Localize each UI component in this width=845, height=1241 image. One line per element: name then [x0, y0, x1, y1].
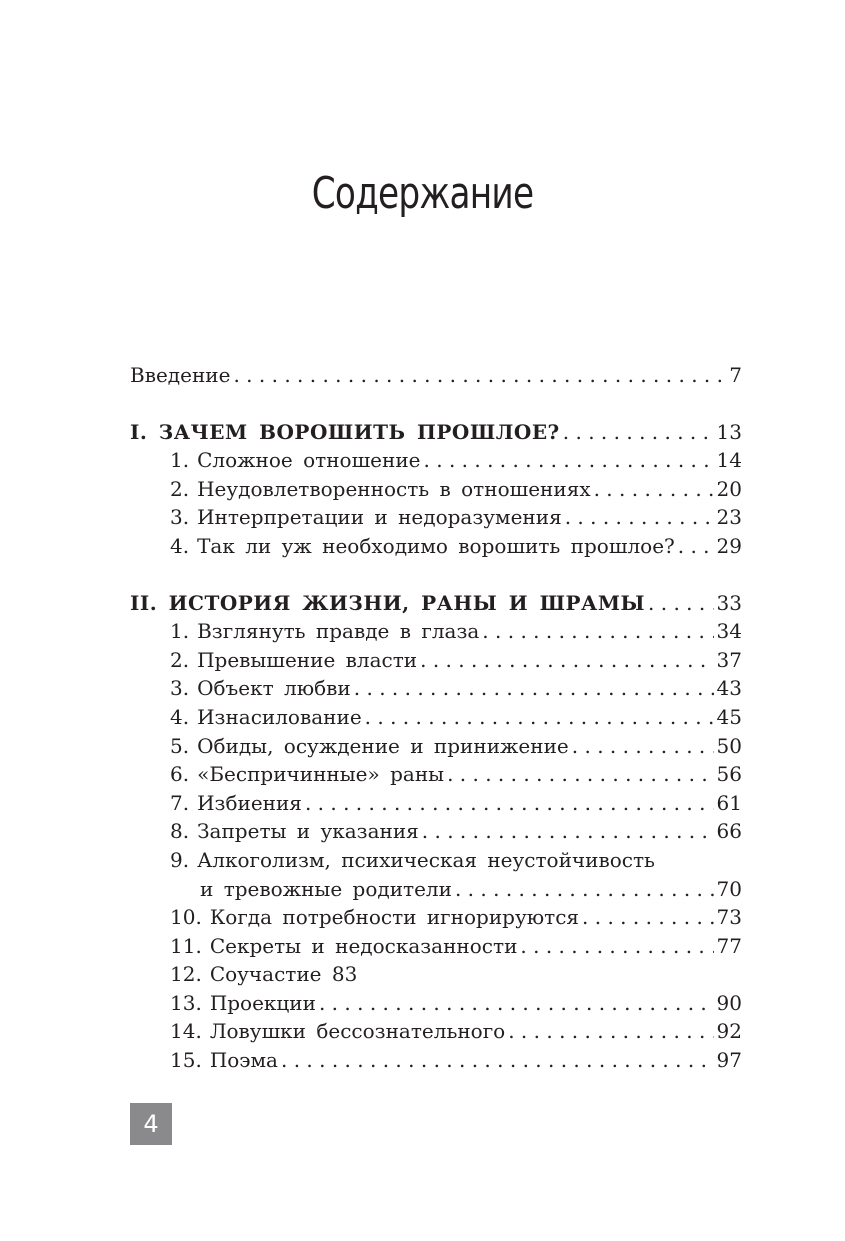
- toc-entry-page: 7: [729, 363, 742, 387]
- toc-entry: [130, 448, 742, 477]
- toc-entry: [130, 363, 742, 392]
- toc-entry-title: Взглянуть правде в глаза: [197, 619, 480, 644]
- toc-entry-page: 70: [716, 876, 742, 901]
- toc-entry: [130, 648, 742, 677]
- toc-entry-title: Запреты и указания: [197, 819, 419, 844]
- toc-entry-title: Объект любви: [197, 676, 351, 701]
- dot-leader: [508, 1019, 713, 1043]
- toc-entry: [130, 676, 742, 705]
- toc-entry-page: 90: [716, 990, 742, 1015]
- toc-entry-title: Сложное отношение: [197, 448, 421, 473]
- toc-entry-number: 2.: [170, 476, 190, 501]
- toc-entry-page: 56: [716, 762, 742, 787]
- toc-entry-title: Обиды, осуждение и принижение: [197, 733, 569, 758]
- toc-entry-title: Введение: [130, 363, 231, 387]
- toc-section-title: I. ЗАЧЕМ ВОРОШИТЬ ПРОШЛОЕ?: [130, 419, 560, 444]
- toc-entry: [130, 791, 742, 820]
- toc-entry-page: 66: [716, 819, 742, 844]
- toc-entry: [130, 1019, 742, 1048]
- toc-entry-title: и тревожные родители: [200, 876, 452, 901]
- dot-leader: [594, 477, 714, 501]
- table-of-contents: [130, 363, 742, 1077]
- toc-entry-number: 1.: [170, 619, 190, 644]
- toc-entry-page: 73: [716, 905, 742, 930]
- toc-entry-page: 50: [716, 733, 742, 758]
- dot-leader: [420, 648, 713, 672]
- toc-entry: [130, 991, 742, 1020]
- toc-section-title: II. ИСТОРИЯ ЖИЗНИ, РАНЫ И ШРАМЫ: [130, 590, 646, 615]
- dot-leader: [422, 819, 714, 843]
- toc-entry-page: 23: [716, 505, 742, 530]
- toc-entry: [130, 734, 742, 763]
- toc-entry-title: Проекции: [209, 990, 316, 1015]
- toc-entry: [130, 1048, 742, 1077]
- toc-entry-page: 45: [716, 704, 742, 729]
- toc-entry: [130, 848, 742, 877]
- toc-entry-number: 15.: [170, 1048, 202, 1073]
- toc-entry-number: 7.: [170, 790, 190, 815]
- page-number-badge: 4: [130, 1103, 172, 1145]
- toc-entry-page: 77: [716, 933, 742, 958]
- toc-entry-page: 97: [716, 1048, 742, 1073]
- dot-leader: [233, 363, 726, 387]
- dot-leader: [365, 705, 714, 729]
- dot-leader: [319, 991, 714, 1015]
- toc-entry-number: 8.: [170, 819, 190, 844]
- toc-entry-number: 6.: [170, 762, 190, 787]
- toc-entry-number: 2.: [170, 647, 190, 672]
- toc-entry-title: Интерпретации и недоразумения: [197, 505, 562, 530]
- toc-entry-number: 13.: [170, 990, 202, 1015]
- toc-entry-page: 34: [716, 619, 742, 644]
- toc-entry-page: 61: [716, 790, 742, 815]
- dot-leader: [305, 791, 714, 815]
- dot-leader: [354, 676, 714, 700]
- dot-leader: [482, 619, 713, 643]
- toc-entry-number: 3.: [170, 676, 190, 701]
- dot-leader: [572, 734, 714, 758]
- toc-entry-number: 11.: [170, 933, 202, 958]
- dot-leader: [582, 905, 714, 929]
- toc-entry: [130, 905, 742, 934]
- toc-entry-title: Секреты и недосказанности: [209, 933, 518, 958]
- toc-entry-page: 37: [716, 647, 742, 672]
- toc-entry-title: Поэма: [209, 1048, 278, 1073]
- toc-entry-number: 4.: [170, 533, 190, 558]
- toc-entry: [130, 477, 742, 506]
- toc-entry: [130, 934, 742, 963]
- toc-entry-continuation: [130, 877, 742, 906]
- toc-entry-title: «Беспричинные» раны: [197, 762, 445, 787]
- toc-entry-page: 20: [716, 476, 742, 501]
- toc-entry-page: 92: [716, 1019, 742, 1044]
- toc-entry-number: 5.: [170, 733, 190, 758]
- dot-leader: [648, 591, 714, 615]
- toc-entry-page: 13: [716, 419, 742, 444]
- toc-entry-page: 43: [716, 676, 742, 701]
- toc-entry-title: Неудовлетворенность в отношениях: [197, 476, 591, 501]
- toc-entry-number: 10.: [170, 905, 202, 930]
- toc-entry: [130, 762, 742, 791]
- toc-entry-title: Превышение власти: [197, 647, 418, 672]
- toc-entry-number: 9.: [170, 847, 190, 872]
- dot-leader: [563, 420, 714, 444]
- toc-entry: [130, 819, 742, 848]
- toc-entry-number: 4.: [170, 704, 190, 729]
- toc-entry-title: Так ли уж необходимо ворошить прошлое?: [197, 533, 675, 558]
- toc-entry-page: 14: [716, 448, 742, 473]
- toc-entry-title: Соучастие 83: [209, 962, 358, 987]
- dot-leader: [424, 448, 714, 472]
- toc-entry: [130, 505, 742, 534]
- toc-entry-number: 1.: [170, 448, 190, 473]
- dot-leader: [447, 762, 713, 786]
- toc-entry-page: 29: [716, 533, 742, 558]
- toc-entry-title: Ловушки бессознательного: [209, 1019, 506, 1044]
- toc-section: [130, 591, 742, 620]
- toc-entry-title: Когда потребности игнорируются: [209, 905, 580, 930]
- dot-leader: [281, 1048, 714, 1072]
- toc-section: [130, 420, 742, 449]
- toc-entry-number: 14.: [170, 1019, 202, 1044]
- dot-leader: [455, 877, 714, 901]
- toc-entry-number: 3.: [170, 505, 190, 530]
- toc-entry-title: Изнасилование: [197, 704, 362, 729]
- toc-entry-page: 33: [716, 590, 742, 615]
- dot-leader: [678, 534, 714, 558]
- toc-entry: [130, 534, 742, 563]
- toc-entry-title: Алкоголизм, психическая неустойчивость: [197, 847, 655, 872]
- page-title: Содержание: [311, 168, 534, 219]
- toc-entry: [130, 619, 742, 648]
- toc-entry: [130, 962, 742, 991]
- toc-entry: [130, 705, 742, 734]
- dot-leader: [565, 505, 714, 529]
- toc-entry-title: Избиения: [197, 790, 302, 815]
- dot-leader: [520, 934, 713, 958]
- toc-entry-number: 12.: [170, 962, 202, 987]
